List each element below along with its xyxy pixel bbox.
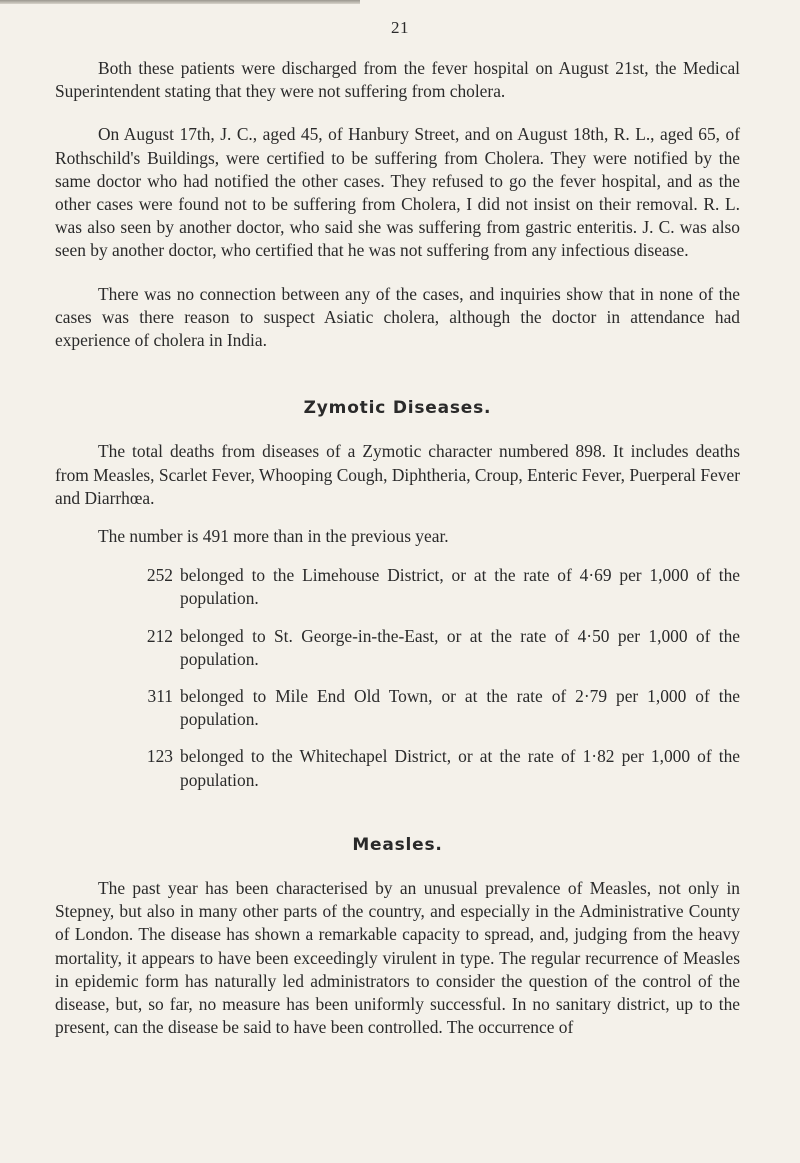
page-body bbox=[55, 57, 740, 1040]
district-stat-number: 123 bbox=[146, 746, 173, 767]
paragraph-zymotic-comparison: The number is 491 more than in the previous year. bbox=[98, 526, 449, 547]
district-stat-text: belonged to the Whitechapel District, or at the rate of 1·82 per 1,000 of the population. bbox=[180, 746, 740, 790]
district-stats-list bbox=[55, 564, 740, 792]
district-stat-number: 311 bbox=[147, 686, 173, 707]
paragraph-certified-cases: On August 17th, J. C., aged 45, of Hanbury Street, and on August 18th, R. L., aged 65, of Rothschild's Buildings, were certified to be suffering from Cholera. They were notified by the same doctor who had notified the other cases. They refused to go the fever hospital, and as the other cases were found not to be suffering from Cholera, I did not insist on their removal. R. L. was also seen by another doctor, who said she was suffering from gastric enteritis. J. C. was also seen by another doctor, who certified that he was not suffering from any infectious disease. bbox=[55, 124, 740, 261]
heading-zymotic-diseases: Zymotic Diseases. bbox=[303, 398, 492, 419]
district-stat-text: belonged to St. George-in-the-East, or at the rate of 4·50 per 1,000 of the population. bbox=[180, 625, 740, 669]
paragraph-discharge: Both these patients were discharged from the fever hospital on August 21st, the Medical Superintendent stating that they were not suffering from cholera. bbox=[55, 58, 740, 102]
district-stat-text: belonged to the Limehouse District, or at the rate of 4·69 per 1,000 of the population. bbox=[180, 565, 740, 609]
district-stat-limehouse bbox=[55, 564, 740, 610]
page-edge-rule bbox=[0, 0, 360, 4]
paragraph-zymotic-total: The total deaths from diseases of a Zymotic character numbered 898. It includes deaths from Measles, Scarlet Fever, Whooping Cough, Diphtheria, Croup, Enteric Fever, Puerperal Fever and Diarrhœa. bbox=[55, 441, 740, 508]
district-stat-st-george bbox=[55, 625, 740, 671]
heading-measles: Measles. bbox=[352, 834, 443, 855]
district-stat-whitechapel bbox=[55, 745, 740, 791]
district-stat-number: 212 bbox=[146, 625, 173, 646]
district-stat-number: 252 bbox=[146, 565, 173, 586]
district-stat-mile-end bbox=[55, 685, 740, 731]
page-number: 21 bbox=[391, 18, 409, 37]
district-stat-text: belonged to Mile End Old Town, or at the rate of 2·79 per 1,000 of the population. bbox=[180, 686, 740, 730]
paragraph-measles: The past year has been characterised by an unusual prevalence of Measles, not only in Stepney, but also in many other parts of the country, and especially in the Administrative County of London. The disease has shown a remarkable capacity to spread, and, judging from the heavy mortality, it appears to have been exceedingly virulent in type. The regular recurrence of Measles in epidemic form has naturally led administrators to consider the question of the control of the disease, but, so far, no measure has been uniformly successful. In no sanitary district, up to the present, can the disease be said to have been controlled. The occurrence of bbox=[55, 878, 740, 1038]
paragraph-no-connection: There was no connection between any of the cases, and inquiries show that in none of the cases was there reason to suspect Asiatic cholera, although the doctor in attendance had experience of cholera in India. bbox=[55, 283, 740, 351]
